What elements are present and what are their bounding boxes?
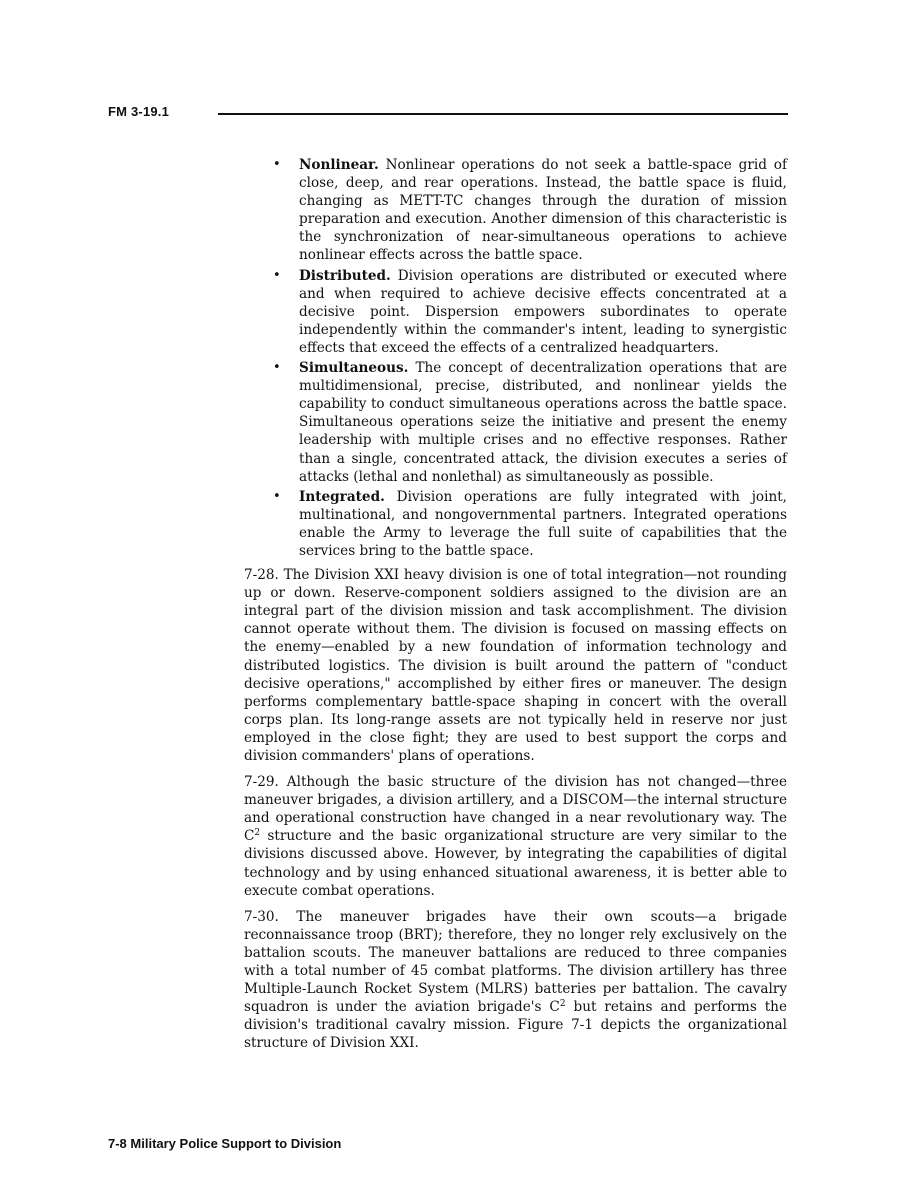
- bullet-term: Simultaneous.: [299, 360, 409, 377]
- bullet-icon: •: [273, 488, 281, 504]
- paragraph-7-28: 7-28. The Division XXI heavy division is one of total integration—not rounding up or down. Reserve-component soldiers assigned to the division are an integral part of the division mission and task accomplishment. The division cannot operate without them. The division is focused on massing effects on the enemy—enabled by a new foundation of information technology and distributed logistics. The division is built around the pattern of "conduct decisive operations," accomplished by either fires or maneuver. The design performs complementary battle-space shaping in concert with the overall corps plan. Its long-range assets are not typically held in reserve nor just employed in the close fight; they are used to best support the corps and division commanders' plans of operations.: [244, 567, 787, 764]
- page-footer: 7-8 Military Police Support to Division: [108, 1136, 342, 1151]
- page-header: [108, 104, 788, 124]
- list-item: [244, 267, 787, 357]
- bullet-icon: •: [273, 360, 281, 376]
- bullet-term: Nonlinear.: [299, 157, 379, 173]
- document-id: FM 3-19.1: [108, 104, 170, 119]
- bullet-term: Distributed.: [299, 267, 391, 284]
- superscript: 2: [254, 828, 261, 839]
- paragraph-text: 7-30. The maneuver brigades have their own scouts—a brigade reconnaissance troop (BRT); therefore, they no longer rely exclusively on the battalion scouts. The maneuver battalions are reduced to three companies with a total number of 45 combat platforms. The division artillery has three Multiple-Launch Rocket System (MLRS) batteries per battalion. The cavalry squadron is under the aviation brigade's C: [244, 908, 787, 1016]
- paragraph-text: structure and the basic organizational structure are very similar to the divisions discussed above. However, by integrating the capabilities of digital technology and by using enhanced situational awareness, it is better able to execute combat operations.: [244, 828, 787, 899]
- superscript: 2: [559, 999, 566, 1010]
- page-body: [244, 156, 787, 1053]
- paragraph-text: but retains and performs the division's traditional cavalry mission. Figure 7-1 depicts the organizational structure of Division XXI.: [244, 999, 787, 1052]
- bullet-text: The concept of decentralization operations that are multidimensional, precise, distributed, and nonlinear yields the capability to conduct simultaneous operations across the battle space. Simultaneous operations seize the initiative and present the enemy leadership with multiple crises and no effective responses. Rather than a single, concentrated attack, the division executes a series of attacks (lethal and nonlethal) as simultaneously as possible.: [299, 360, 787, 485]
- paragraph-7-29: [244, 773, 787, 900]
- header-rule: [218, 113, 788, 115]
- bullet-text: Division operations are distributed or executed where and when required to achieve decisive effects concentrated at a decisive point. Dispersion empowers subordinates to operate independently within the commander's intent, leading to synergistic effects that exceed the effects of a centralized headquarters.: [299, 267, 787, 356]
- list-item: [244, 359, 787, 486]
- characteristics-list: [244, 156, 787, 560]
- bullet-icon: •: [273, 157, 281, 172]
- paragraph-text: 7-29. Although the basic structure of the division has not changed—three maneuver brigades, a division artillery, and a DISCOM—the internal structure and operational construction have changed in a near revolutionary way. The C: [244, 774, 787, 845]
- bullet-term: Integrated.: [299, 488, 385, 505]
- list-item: [244, 488, 787, 560]
- bullet-text: Division operations are fully integrated with joint, multinational, and nongovernmental partners. Integrated operations enable the Army to leverage the full suite of capabilities that the services bring to the battle space.: [299, 488, 787, 559]
- paragraph-7-30: [244, 908, 787, 1053]
- list-item: [244, 156, 787, 265]
- bullet-text: Nonlinear operations do not seek a battle-space grid of close, deep, and rear operations. Instead, the battle space is fluid, changing as METT-TC changes through the duration of mission preparation and execution. Another dimension of this characteristic is the synchronization of near-simultaneous operations to achieve nonlinear effects across the battle space.: [299, 157, 788, 264]
- bullet-icon: •: [273, 267, 281, 283]
